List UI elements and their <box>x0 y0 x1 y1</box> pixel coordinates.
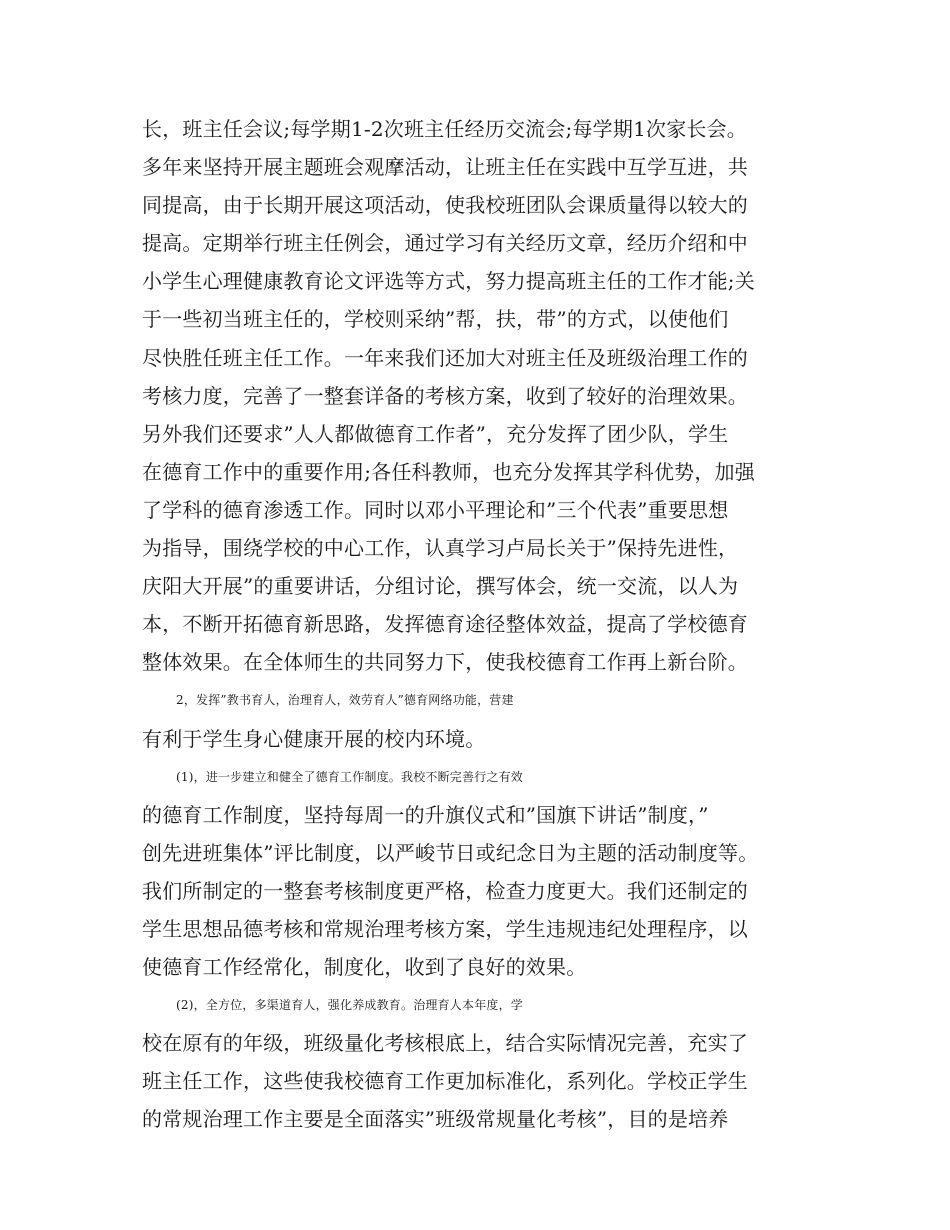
text-line: 尽快胜任班主任工作。一年来我们还加大对班主任及班级治理工作的 <box>142 345 748 370</box>
text-line: 校在原有的年级，班级量化考核根底上，结合实际情况完善，充实了 <box>142 1031 748 1056</box>
text-line: 庆阳大开展”的重要讲话，分组讨论，撰写体会，统一交流，以人为 <box>142 574 739 599</box>
text-line: 长，班主任会议;每学期1-2次班主任经历交流会;每学期1次家长会。 <box>142 117 748 141</box>
text-line: 班主任工作，这些使我校德育工作更加标准化，系列化。学校正学生 <box>142 1069 748 1094</box>
text-line: 创先进班集体”评比制度，以严峻节日或纪念日为主题的活动制度等。 <box>142 840 759 865</box>
text-line: 的常规治理工作主要是全面落实”班级常规量化考核”，目的是培养 <box>142 1107 729 1132</box>
text-line: 了学科的德育渗透工作。同时以邓小平理论和”三个代表”重要思想 <box>142 497 729 522</box>
text-line: 我们所制定的一整套考核制度更严格，检查力度更大。我们还制定的 <box>142 878 748 903</box>
text-line: 提高。定期举行班主任例会，通过学习有关经历文章，经历介绍和中 <box>142 231 748 256</box>
text-line: 为指导，围绕学校的中心工作，认真学习卢局长关于”保持先进性， <box>142 536 739 561</box>
text-line: (1)，进一步建立和健全了德育工作制度。我校不断完善行之有效 <box>176 769 524 784</box>
text-line: 整体效果。在全体师生的共同努力下，使我校德育工作再上新台阶。 <box>142 650 748 675</box>
text-line: 多年来坚持开展主题班会观摩活动，让班主任在实践中互学互进，共 <box>142 155 748 180</box>
text-line: 有利于学生身心健康开展的校内环境。 <box>142 726 486 751</box>
text-line: 小学生心理健康教育论文评选等方式，努力提高班主任的工作才能;关 <box>142 269 755 294</box>
text-line: (2)，全方位，多渠道育人，强化养成教育。治理育人本年度，学 <box>176 998 524 1013</box>
text-line: 另外我们还要求”人人都做德育工作者”，充分发挥了团少队，学生 <box>142 421 729 446</box>
text-line: 同提高，由于长期开展这项活动，使我校班团队会课质量得以较大的 <box>142 193 748 218</box>
text-line: 2，发挥”教书育人，治理育人，效劳育人”德育网络功能，营建 <box>176 693 514 708</box>
document-body <box>142 110 822 1139</box>
text-line: 学生思想品德考核和常规治理考核方案，学生违规违纪处理程序，以 <box>142 916 748 941</box>
text-line: 本，不断开拓德育新思路，发挥德育途径整体效益，提高了学校德育 <box>142 612 748 637</box>
text-line: 使德育工作经常化，制度化，收到了良好的效果。 <box>142 955 587 980</box>
text-line: 的德育工作制度，坚持每周一的升旗仪式和”国旗下讲话”制度，” <box>142 802 709 827</box>
text-line: 考核力度，完善了一整套详备的考核方案，收到了较好的治理效果。 <box>142 383 748 408</box>
text-line: 于一些初当班主任的，学校则采纳”帮，扶，带”的方式，以使他们 <box>142 307 729 332</box>
text-line: 在德育工作中的重要作用;各任科教师，也充分发挥其学科优势，加强 <box>142 459 755 484</box>
